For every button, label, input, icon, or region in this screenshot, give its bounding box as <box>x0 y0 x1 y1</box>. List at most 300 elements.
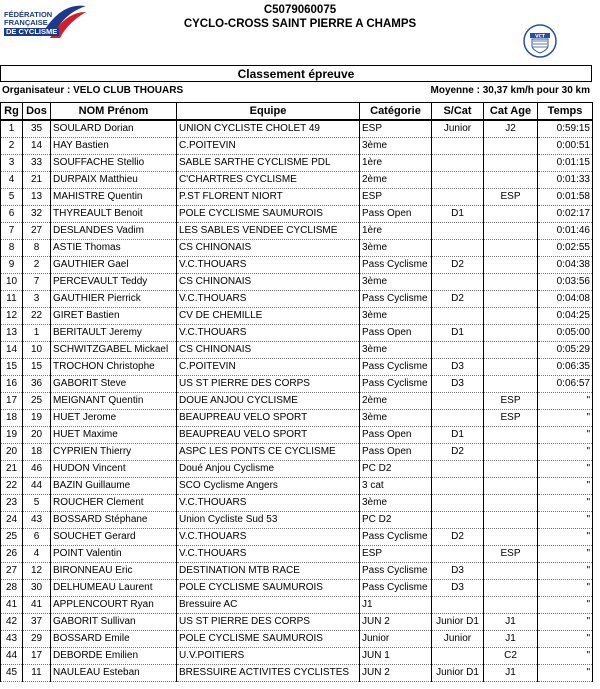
cell-age-category <box>484 563 538 580</box>
cell-subcategory: D2 <box>432 529 484 546</box>
cell-bib: 20 <box>23 427 51 444</box>
cell-category: 1ère <box>360 155 432 172</box>
cell-time: 0:02:17 <box>538 206 593 223</box>
col-header-age-category: Cat Age <box>484 103 538 121</box>
cell-age-category <box>484 155 538 172</box>
cell-category: Pass Cyclisme <box>360 359 432 376</box>
cell-rank: 25 <box>1 529 23 546</box>
cell-name: BOSSARD Emile <box>51 631 177 648</box>
cell-time: 0:03:56 <box>538 274 593 291</box>
cell-bib: 1 <box>23 325 51 342</box>
cell-age-category <box>484 206 538 223</box>
cell-subcategory <box>432 495 484 512</box>
col-header-category: Catégorie <box>360 103 432 121</box>
cell-category: Pass Cyclisme <box>360 376 432 393</box>
cell-team: CS CHINONAIS <box>177 240 360 257</box>
cell-bib: 6 <box>23 529 51 546</box>
cell-category: Pass Cyclisme <box>360 529 432 546</box>
cell-time: " <box>538 393 593 410</box>
cell-subcategory <box>432 648 484 665</box>
cell-name: POINT Valentin <box>51 546 177 563</box>
cell-bib: 13 <box>23 189 51 206</box>
cell-category: Pass Open <box>360 206 432 223</box>
cell-category: ESP <box>360 189 432 206</box>
cell-rank: 14 <box>1 342 23 359</box>
cell-age-category <box>484 461 538 478</box>
cell-team: CV DE CHEMILLE <box>177 308 360 325</box>
cell-category: J1 <box>360 597 432 614</box>
cell-time: 0:04:38 <box>538 257 593 274</box>
cell-time: " <box>538 563 593 580</box>
cell-category: 3 cat <box>360 478 432 495</box>
cell-category: 2ème <box>360 172 432 189</box>
cell-name: MEIGNANT Quentin <box>51 393 177 410</box>
cell-team: CS CHINONAIS <box>177 274 360 291</box>
col-header-name: NOM Prénom <box>51 103 177 121</box>
cell-time: " <box>538 546 593 563</box>
table-row <box>1 172 593 189</box>
table-row <box>1 376 593 393</box>
cell-team: POLE CYCLISME SAUMUROIS <box>177 631 360 648</box>
cell-bib: 46 <box>23 461 51 478</box>
svg-text:VCT: VCT <box>535 34 545 40</box>
cell-name: GABORIT Steve <box>51 376 177 393</box>
cell-category: JUN 2 <box>360 665 432 682</box>
cell-subcategory <box>432 512 484 529</box>
table-row <box>1 444 593 461</box>
cell-bib: 5 <box>23 495 51 512</box>
cell-name: GAUTHIER Gael <box>51 257 177 274</box>
cell-age-category: ESP <box>484 410 538 427</box>
cell-team: BRESSUIRE ACTIVITES CYCLISTES <box>177 665 360 682</box>
cell-category: 3ème <box>360 495 432 512</box>
col-header-subcategory: S/Cat <box>432 103 484 121</box>
cell-subcategory: Junior <box>432 120 484 138</box>
table-row <box>1 291 593 308</box>
cell-rank: 15 <box>1 359 23 376</box>
cell-time: " <box>538 529 593 546</box>
cell-bib: 30 <box>23 580 51 597</box>
cell-time: 0:01:58 <box>538 189 593 206</box>
cell-age-category <box>484 376 538 393</box>
table-row <box>1 631 593 648</box>
cell-subcategory: Junior D1 <box>432 665 484 682</box>
cell-name: BERITAULT Jeremy <box>51 325 177 342</box>
table-row <box>1 257 593 274</box>
cell-category: 2ème <box>360 393 432 410</box>
race-title: CYCLO-CROSS SAINT PIERRE A CHAMPS <box>183 18 417 30</box>
cell-bib: 41 <box>23 597 51 614</box>
cell-bib: 7 <box>23 274 51 291</box>
cell-name: CYPRIEN Thierry <box>51 444 177 461</box>
cell-time: " <box>538 444 593 461</box>
table-row <box>1 393 593 410</box>
cell-category: 1ère <box>360 223 432 240</box>
cell-subcategory <box>432 546 484 563</box>
cell-name: GAUTHIER Pierrick <box>51 291 177 308</box>
cell-category: 3ème <box>360 342 432 359</box>
cell-time: " <box>538 614 593 631</box>
cell-team: C.POITEVIN <box>177 138 360 155</box>
cell-team: POLE CYCLISME SAUMUROIS <box>177 206 360 223</box>
cell-name: SCHWITZGABEL Mickael <box>51 342 177 359</box>
cell-time: " <box>538 512 593 529</box>
cell-subcategory: Junior <box>432 631 484 648</box>
cell-time: " <box>538 495 593 512</box>
cell-subcategory <box>432 240 484 257</box>
cell-age-category <box>484 308 538 325</box>
cell-category: JUN 2 <box>360 614 432 631</box>
table-row <box>1 597 593 614</box>
cell-team: U.V.POITIERS <box>177 648 360 665</box>
cell-name: NAULEAU Esteban <box>51 665 177 682</box>
cell-time: " <box>538 648 593 665</box>
cell-category: Pass Cyclisme <box>360 563 432 580</box>
cell-subcategory <box>432 189 484 206</box>
cell-team: V.C.THOUARS <box>177 325 360 342</box>
cell-rank: 20 <box>1 444 23 461</box>
cell-team: C'CHARTRES CYCLISME <box>177 172 360 189</box>
cell-name: PERCEVAULT Teddy <box>51 274 177 291</box>
cell-subcategory <box>432 410 484 427</box>
cell-time: " <box>538 427 593 444</box>
cell-bib: 15 <box>23 359 51 376</box>
cell-bib: 43 <box>23 512 51 529</box>
cell-category: 3ème <box>360 410 432 427</box>
col-header-team: Equipe <box>177 103 360 121</box>
cell-bib: 10 <box>23 342 51 359</box>
cell-age-category <box>484 359 538 376</box>
table-row <box>1 206 593 223</box>
col-header-time: Temps <box>538 103 593 121</box>
cell-team: SCO Cyclisme Angers <box>177 478 360 495</box>
cell-name: SOULARD Dorian <box>51 120 177 138</box>
cell-bib: 8 <box>23 240 51 257</box>
table-row <box>1 427 593 444</box>
cell-bib: 33 <box>23 155 51 172</box>
cell-time: " <box>538 631 593 648</box>
cell-rank: 2 <box>1 138 23 155</box>
section-title: Classement épreuve <box>0 65 592 82</box>
table-row <box>1 580 593 597</box>
cell-team: C.POITEVIN <box>177 359 360 376</box>
cell-age-category <box>484 444 538 461</box>
table-row <box>1 342 593 359</box>
cell-subcategory: D1 <box>432 206 484 223</box>
cell-rank: 3 <box>1 155 23 172</box>
cell-team: Bressuire AC <box>177 597 360 614</box>
cell-team: CS CHINONAIS <box>177 342 360 359</box>
cell-rank: 43 <box>1 631 23 648</box>
cell-name: DURPAIX Matthieu <box>51 172 177 189</box>
cell-name: GIRET Bastien <box>51 308 177 325</box>
cell-name: HUET Jerome <box>51 410 177 427</box>
cell-bib: 4 <box>23 546 51 563</box>
cell-bib: 32 <box>23 206 51 223</box>
cell-subcategory <box>432 461 484 478</box>
cell-age-category <box>484 172 538 189</box>
club-crest-icon <box>523 24 557 58</box>
cell-bib: 14 <box>23 138 51 155</box>
cell-subcategory <box>432 478 484 495</box>
cell-age-category: ESP <box>484 393 538 410</box>
cell-age-category <box>484 495 538 512</box>
cell-bib: 44 <box>23 478 51 495</box>
cell-rank: 22 <box>1 478 23 495</box>
cell-team: ASPC LES PONTS CE CYCLISME <box>177 444 360 461</box>
table-row <box>1 512 593 529</box>
cell-bib: 19 <box>23 410 51 427</box>
cell-age-category: J1 <box>484 614 538 631</box>
cell-time: 0:01:46 <box>538 223 593 240</box>
cell-time: 0:04:08 <box>538 291 593 308</box>
cell-rank: 7 <box>1 223 23 240</box>
cell-team: US ST PIERRE DES CORPS <box>177 614 360 631</box>
cell-rank: 23 <box>1 495 23 512</box>
cell-bib: 17 <box>23 648 51 665</box>
cell-time: 0:02:55 <box>538 240 593 257</box>
table-row <box>1 274 593 291</box>
cell-subcategory <box>432 274 484 291</box>
cell-subcategory <box>432 155 484 172</box>
cell-rank: 9 <box>1 257 23 274</box>
cell-rank: 11 <box>1 291 23 308</box>
cell-name: SOUFFACHE Stellio <box>51 155 177 172</box>
cell-age-category <box>484 274 538 291</box>
table-row <box>1 665 593 682</box>
cell-age-category: ESP <box>484 189 538 206</box>
cell-age-category <box>484 138 538 155</box>
race-code: C5079060075 <box>263 4 337 16</box>
cell-age-category <box>484 597 538 614</box>
cell-rank: 6 <box>1 206 23 223</box>
club-crest <box>523 24 557 58</box>
cell-bib: 35 <box>23 120 51 138</box>
col-header-bib: Dos <box>23 103 51 121</box>
cell-name: HUDON Vincent <box>51 461 177 478</box>
table-row <box>1 155 593 172</box>
cell-subcategory: D1 <box>432 325 484 342</box>
table-row <box>1 120 593 138</box>
cell-name: TROCHON Christophe <box>51 359 177 376</box>
cell-rank: 17 <box>1 393 23 410</box>
table-row <box>1 359 593 376</box>
cell-bib: 18 <box>23 444 51 461</box>
cell-category: Pass Open <box>360 325 432 342</box>
cell-age-category: J1 <box>484 631 538 648</box>
table-row <box>1 410 593 427</box>
cell-name: BOSSARD Stéphane <box>51 512 177 529</box>
cell-team: BEAUPREAU VELO SPORT <box>177 410 360 427</box>
cell-category: Pass Open <box>360 444 432 461</box>
cell-bib: 22 <box>23 308 51 325</box>
cell-time: 0:04:25 <box>538 308 593 325</box>
cell-rank: 1 <box>1 120 23 138</box>
cell-subcategory: D3 <box>432 359 484 376</box>
table-row <box>1 529 593 546</box>
cell-category: Junior <box>360 631 432 648</box>
table-row <box>1 240 593 257</box>
cell-rank: 45 <box>1 665 23 682</box>
table-row <box>1 223 593 240</box>
cell-time: " <box>538 580 593 597</box>
cell-rank: 44 <box>1 648 23 665</box>
cell-bib: 12 <box>23 563 51 580</box>
table-row <box>1 325 593 342</box>
cell-name: BIRONNEAU Eric <box>51 563 177 580</box>
cell-time: 0:01:33 <box>538 172 593 189</box>
table-row <box>1 138 593 155</box>
cell-time: " <box>538 478 593 495</box>
cell-rank: 18 <box>1 410 23 427</box>
cell-age-category <box>484 240 538 257</box>
cell-subcategory: D3 <box>432 580 484 597</box>
cell-time: 0:59:15 <box>538 120 593 138</box>
table-row <box>1 495 593 512</box>
cell-rank: 10 <box>1 274 23 291</box>
cell-time: " <box>538 461 593 478</box>
cell-bib: 11 <box>23 665 51 682</box>
cell-rank: 27 <box>1 563 23 580</box>
cell-age-category <box>484 478 538 495</box>
cell-bib: 21 <box>23 172 51 189</box>
cell-bib: 37 <box>23 614 51 631</box>
cell-age-category <box>484 529 538 546</box>
table-row <box>1 461 593 478</box>
cell-subcategory <box>432 308 484 325</box>
cell-time: 0:01:15 <box>538 155 593 172</box>
cell-category: 3ème <box>360 308 432 325</box>
cell-team: UNION CYCLISTE CHOLET 49 <box>177 120 360 138</box>
cell-bib: 3 <box>23 291 51 308</box>
cell-subcategory: D2 <box>432 444 484 461</box>
cell-category: Pass Cyclisme <box>360 580 432 597</box>
cell-name: DESLANDES Vadim <box>51 223 177 240</box>
cell-age-category <box>484 427 538 444</box>
cell-name: BAZIN Guillaume <box>51 478 177 495</box>
cell-rank: 41 <box>1 597 23 614</box>
cell-team: Doué Anjou Cyclisme <box>177 461 360 478</box>
cell-name: THYREAULT Benoit <box>51 206 177 223</box>
cell-age-category <box>484 512 538 529</box>
cell-name: ROUCHER Clement <box>51 495 177 512</box>
table-header-row <box>1 103 593 121</box>
cell-rank: 5 <box>1 189 23 206</box>
cell-team: Union Cycliste Sud 53 <box>177 512 360 529</box>
cell-rank: 28 <box>1 580 23 597</box>
cell-category: PC D2 <box>360 512 432 529</box>
cell-time: " <box>538 597 593 614</box>
organizer-label: Organisateur : VELO CLUB THOUARS <box>2 85 184 96</box>
average-speed: Moyenne : 30,37 km/h pour 30 km <box>430 85 590 96</box>
cell-category: PC D2 <box>360 461 432 478</box>
cell-team: V.C.THOUARS <box>177 546 360 563</box>
cell-category: Pass Open <box>360 427 432 444</box>
table-row <box>1 308 593 325</box>
table-row <box>1 614 593 631</box>
cell-bib: 25 <box>23 393 51 410</box>
cell-name: MAHISTRE Quentin <box>51 189 177 206</box>
cell-subcategory: D2 <box>432 291 484 308</box>
cell-rank: 12 <box>1 308 23 325</box>
cell-rank: 19 <box>1 427 23 444</box>
cell-age-category: J1 <box>484 665 538 682</box>
cell-rank: 21 <box>1 461 23 478</box>
cell-subcategory: D2 <box>432 257 484 274</box>
cell-rank: 13 <box>1 325 23 342</box>
cell-team: DESTINATION MTB RACE <box>177 563 360 580</box>
cell-time: 0:05:29 <box>538 342 593 359</box>
cell-team: SABLE SARTHE CYCLISME PDL <box>177 155 360 172</box>
cell-subcategory: Junior D1 <box>432 614 484 631</box>
cell-rank: 4 <box>1 172 23 189</box>
cell-name: HAY Bastien <box>51 138 177 155</box>
cell-rank: 24 <box>1 512 23 529</box>
cell-team: BEAUPREAU VELO SPORT <box>177 427 360 444</box>
cell-category: JUN 1 <box>360 648 432 665</box>
col-header-rank: Rg <box>1 103 23 121</box>
cell-category: ESP <box>360 546 432 563</box>
cell-subcategory <box>432 138 484 155</box>
table-row <box>1 546 593 563</box>
cell-category: ESP <box>360 120 432 138</box>
cell-category: 3ème <box>360 274 432 291</box>
cell-team: V.C.THOUARS <box>177 495 360 512</box>
cell-age-category: C2 <box>484 648 538 665</box>
table-row <box>1 189 593 206</box>
cell-rank: 42 <box>1 614 23 631</box>
cell-category: Pass Cyclisme <box>360 257 432 274</box>
cell-subcategory <box>432 223 484 240</box>
cell-subcategory <box>432 597 484 614</box>
cell-rank: 26 <box>1 546 23 563</box>
cell-name: DELHUMEAU Laurent <box>51 580 177 597</box>
cell-age-category: J2 <box>484 120 538 138</box>
cell-time: " <box>538 665 593 682</box>
cell-team: V.C.THOUARS <box>177 257 360 274</box>
cell-subcategory: D3 <box>432 563 484 580</box>
cell-team: US ST PIERRE DES CORPS <box>177 376 360 393</box>
cell-rank: 16 <box>1 376 23 393</box>
cell-category: 3ème <box>360 138 432 155</box>
cell-bib: 29 <box>23 631 51 648</box>
cell-team: LES SABLES VENDEE CYCLISME <box>177 223 360 240</box>
table-row <box>1 478 593 495</box>
cell-team: POLE CYCLISME SAUMUROIS <box>177 580 360 597</box>
cell-name: APPLENCOURT Ryan <box>51 597 177 614</box>
cell-subcategory: D3 <box>432 376 484 393</box>
cell-category: Pass Cyclisme <box>360 291 432 308</box>
cell-bib: 36 <box>23 376 51 393</box>
table-row <box>1 563 593 580</box>
results-table <box>0 102 593 682</box>
cell-name: HUET Maxime <box>51 427 177 444</box>
cell-subcategory: D1 <box>432 427 484 444</box>
cell-name: SOUCHET Gerard <box>51 529 177 546</box>
cell-bib: 27 <box>23 223 51 240</box>
cell-age-category <box>484 342 538 359</box>
cell-subcategory <box>432 342 484 359</box>
cell-age-category <box>484 291 538 308</box>
cell-time: 0:05:00 <box>538 325 593 342</box>
table-row <box>1 648 593 665</box>
cell-category: 3ème <box>360 240 432 257</box>
cell-time: 0:06:57 <box>538 376 593 393</box>
cell-age-category <box>484 580 538 597</box>
cell-name: GABORIT Sullivan <box>51 614 177 631</box>
cell-time: 0:00:51 <box>538 138 593 155</box>
cell-team: V.C.THOUARS <box>177 529 360 546</box>
